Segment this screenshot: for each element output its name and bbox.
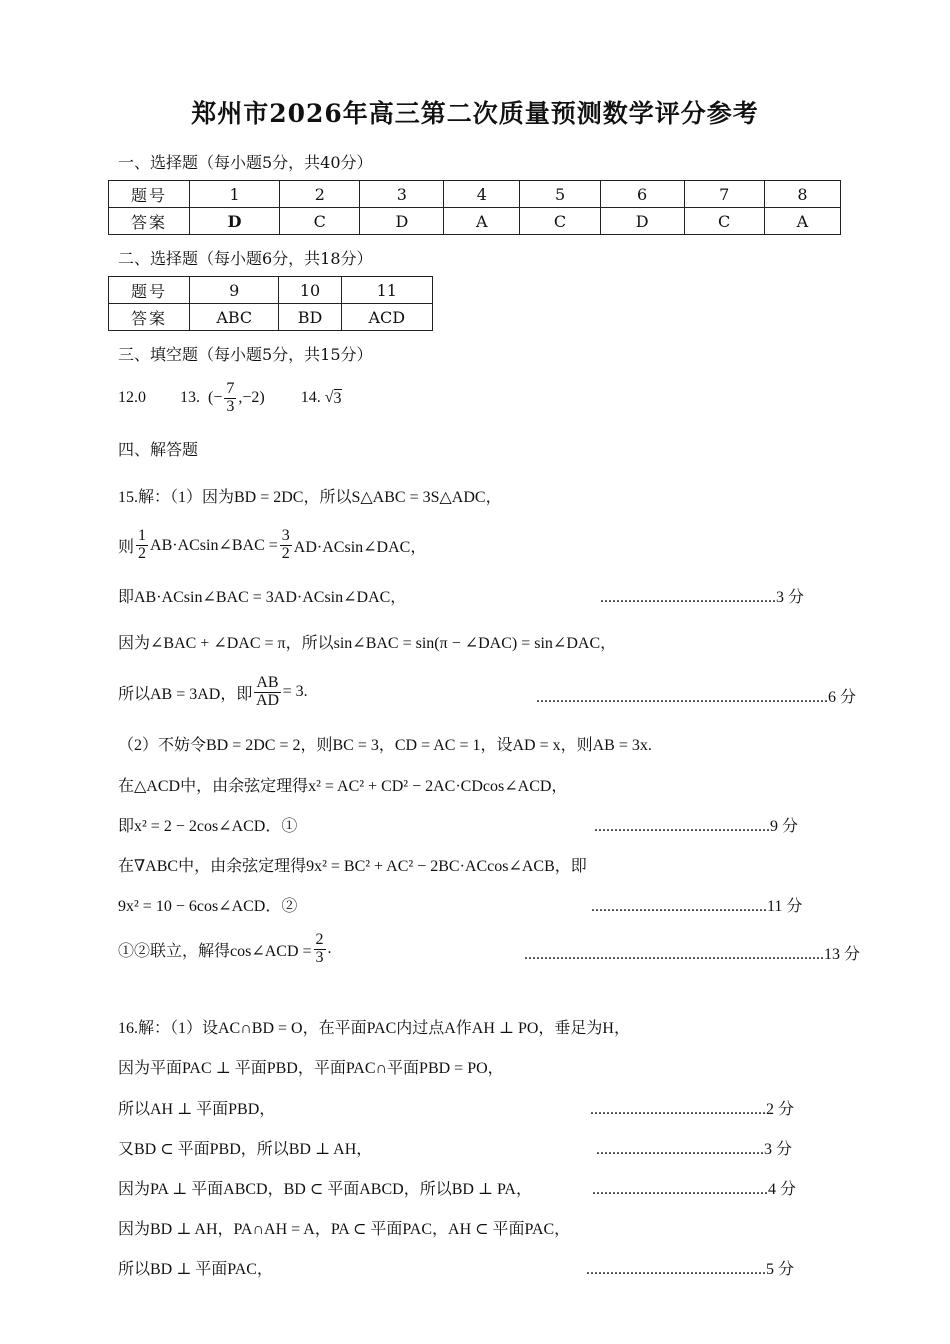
p16-line-7: 所以BD ⊥ 平面PAC， [118, 1261, 273, 1278]
table-cell: A [764, 208, 840, 235]
table-cell: BD [279, 304, 341, 331]
answer-12: 12.0 [118, 389, 146, 406]
answer-13-close: ,−2) [238, 389, 265, 406]
score-marker: ..........................................3 分 [596, 1141, 793, 1158]
fraction-denominator: 3 [315, 948, 324, 966]
p16-line-2: 因为平面PAC ⊥ 平面PBD，平面PAC∩平面PBD = PO， [118, 1060, 504, 1077]
table-cell: 3 [360, 181, 444, 208]
p15-line-2 [118, 523, 426, 567]
answer-13-open: (− [208, 389, 223, 406]
table-cell: D [360, 208, 444, 235]
p15-line-1: 15.解：（1）因为BD = 2DC，所以S△ABC = 3S△ADC， [118, 489, 502, 506]
section1-answer-table [108, 180, 841, 235]
table-cell: D [600, 208, 684, 235]
table-cell: A [444, 208, 520, 235]
table-cell: 6 [600, 181, 684, 208]
answer-13-label: 13. [180, 389, 200, 406]
score-marker: ............................................9 分 [594, 818, 799, 835]
fraction-denominator: 2 [281, 544, 290, 562]
table-cell: D [190, 208, 280, 235]
table-cell: ABC [190, 304, 279, 331]
document-title: 郑州市2026年高三第二次质量预测数学评分参考 [191, 99, 759, 128]
row-label: 题号 [109, 181, 190, 208]
text-segment: AD·ACsin∠DAC， [293, 538, 427, 556]
question-number-row [109, 277, 433, 304]
table-cell: 7 [684, 181, 764, 208]
text-segment: . [327, 940, 332, 957]
p15-line-7: 在△ACD中，由余弦定理得x² = AC² + CD² − 2AC·CDcos∠ACD， [118, 778, 568, 795]
answer-row [109, 304, 433, 331]
table-cell: ACD [341, 304, 432, 331]
score-marker: .............................................5 分 [586, 1261, 795, 1278]
section2-heading: 二、选择题（每小题6分，共18分） [118, 249, 373, 268]
question-number-row [109, 181, 841, 208]
table-cell: 1 [190, 181, 280, 208]
p15-line-8: 即x² = 2 − 2cos∠ACD．① [118, 818, 298, 835]
answer-14-value: 3 [333, 389, 342, 407]
row-label: 题号 [109, 277, 190, 304]
p15-line-6: （2）不妨令BD = 2DC = 2，则BC = 3，CD = AC = 1，设AD = x，则AB = 3x. [118, 737, 652, 754]
table-cell: 2 [280, 181, 360, 208]
text-segment: = 3. [282, 683, 308, 700]
section4-heading: 四、解答题 [118, 440, 199, 459]
fill-in-answers [118, 378, 342, 418]
sqrt-symbol: √ [324, 389, 334, 406]
text-segment: 则 [118, 538, 135, 556]
table-cell: C [280, 208, 360, 235]
table-cell: C [684, 208, 764, 235]
text-segment: 所以AB = 3AD，即 [118, 685, 253, 703]
section1-heading: 一、选择题（每小题5分，共40分） [118, 153, 373, 172]
score-marker: ............................................2 分 [590, 1101, 795, 1118]
answer-row [109, 208, 841, 235]
p15-line-4: 因为∠BAC + ∠DAC = π，所以sin∠BAC = sin(π − ∠DAC) = sin∠DAC， [118, 635, 617, 652]
p15-line-5 [118, 670, 308, 714]
fraction [280, 528, 292, 563]
p16-line-1: 16.解：（1）设AC∩BD = O，在平面PAC内过点A作AH ⊥ PO，垂足为H， [118, 1020, 630, 1037]
table-cell: 5 [520, 181, 600, 208]
score-marker: .........................................................................6 分 [536, 689, 857, 706]
answer-13-fraction [224, 381, 236, 416]
section2-answer-table [108, 276, 433, 331]
table-cell: C [520, 208, 600, 235]
p15-line-10: 9x² = 10 − 6cos∠ACD．② [118, 898, 298, 915]
section3-heading: 三、填空题（每小题5分，共15分） [118, 345, 373, 364]
fraction [314, 932, 326, 967]
fraction [254, 675, 280, 710]
p16-line-5: 因为PA ⊥ 平面ABCD，BD ⊂ 平面ABCD，所以BD ⊥ PA， [118, 1181, 532, 1198]
fraction-numerator: AB [256, 673, 279, 691]
fraction-denominator: 2 [138, 544, 147, 562]
fraction [136, 528, 148, 563]
row-label: 答案 [109, 304, 190, 331]
p16-line-6: 因为BD ⊥ AH，PA∩AH = A，PA ⊂ 平面PAC，AH ⊂ 平面PAC， [118, 1221, 571, 1238]
table-cell: 9 [190, 277, 279, 304]
text-segment: AB·ACsin∠BAC = [150, 537, 278, 554]
table-cell: 8 [764, 181, 840, 208]
p15-line-9: 在∇ABC中，由余弦定理得9x² = BC² + AC² − 2BC·ACcos∠ACB，即 [118, 858, 587, 875]
p15-line-11 [118, 927, 332, 971]
answer-14-label: 14. [300, 389, 321, 406]
text-segment: ①②联立，解得cos∠ACD = [118, 942, 312, 960]
p16-line-3: 所以AH ⊥ 平面PBD， [118, 1101, 276, 1118]
fraction-denominator: 3 [226, 397, 235, 415]
table-cell: 4 [444, 181, 520, 208]
table-cell: 10 [279, 277, 341, 304]
p16-line-4: 又BD ⊂ 平面PBD，所以BD ⊥ AH， [118, 1141, 373, 1158]
fraction-numerator: 3 [281, 526, 290, 544]
fraction-numerator: 1 [138, 526, 147, 544]
fraction-numerator: 7 [226, 379, 235, 397]
p15-line-3: 即AB·ACsin∠BAC = 3AD·ACsin∠DAC， [118, 589, 407, 606]
score-marker: ............................................3 分 [600, 589, 805, 606]
fraction-numerator: 2 [315, 930, 324, 948]
score-marker: ............................................11 分 [591, 898, 803, 915]
score-marker: ............................................4 分 [592, 1181, 797, 1198]
table-cell: 11 [341, 277, 432, 304]
row-label: 答案 [109, 208, 190, 235]
score-marker: ...........................................................................13 分 [524, 946, 861, 963]
fraction-denominator: AD [255, 691, 280, 709]
